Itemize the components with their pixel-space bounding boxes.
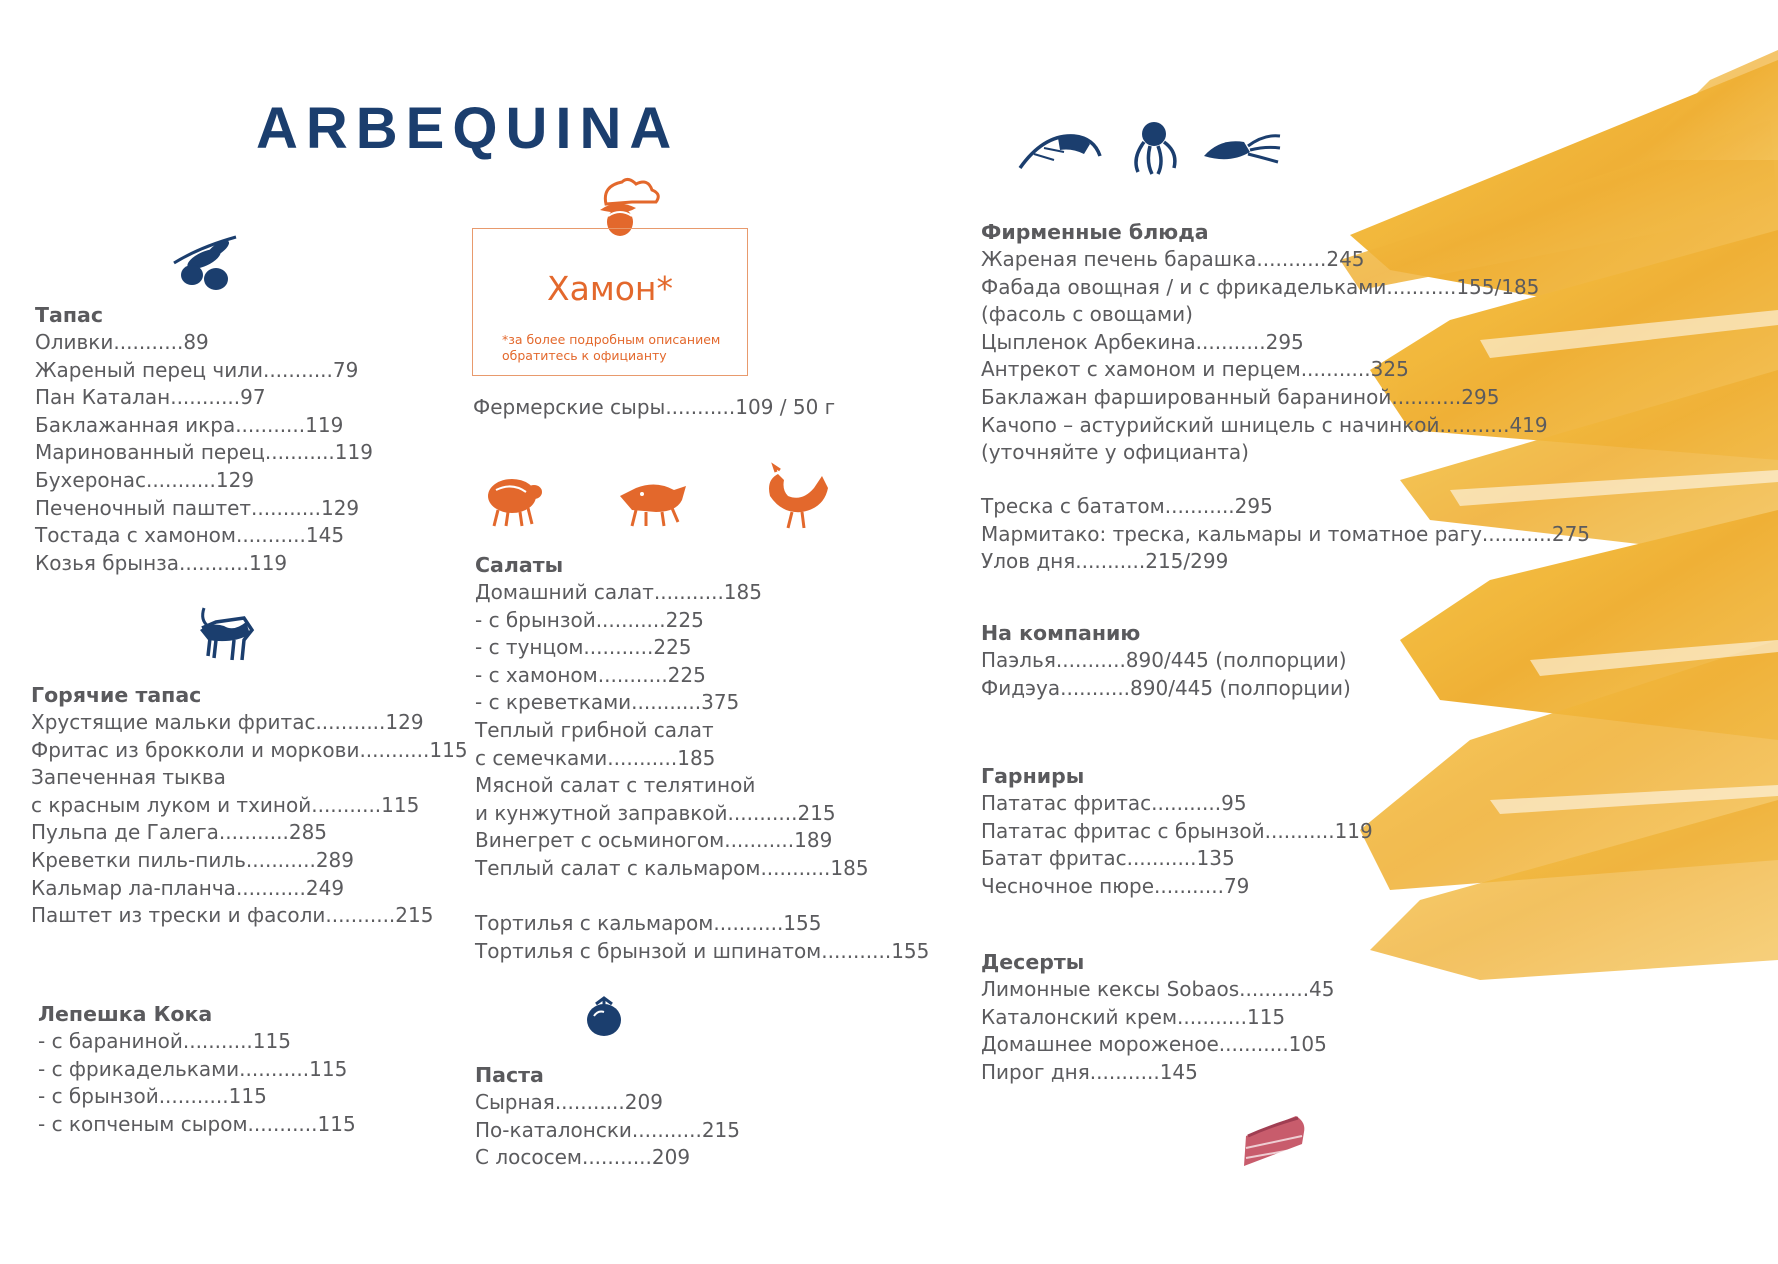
company-section	[981, 620, 1351, 702]
menu-item: - с хамоном...........225	[475, 662, 706, 687]
olive-branch-icon	[170, 233, 244, 297]
menu-item: Фидэуа...........890/445 (полпорции)	[981, 675, 1351, 700]
sides-section	[981, 763, 1373, 900]
menu-item: Качопо – астурийский шницель с начинкой...........419	[981, 412, 1548, 437]
menu-item: Баклажан фаршированный бараниной...........295	[981, 384, 1500, 409]
sheep-icon	[482, 470, 544, 528]
menu-item: Хрустящие мальки фритас...........129	[31, 710, 424, 734]
menu-item: По-каталонски...........215	[475, 1117, 741, 1142]
menu-item: Бухеронас...........129	[35, 467, 255, 492]
jamon-note-line: *за более подробным описанием	[502, 332, 721, 347]
menu-item: Фритас из брокколи и моркови...........115	[31, 737, 468, 762]
desserts-section	[981, 949, 1335, 1086]
menu-item: Домашнее мороженое...........105	[981, 1032, 1327, 1057]
menu-item: Чесночное пюре...........79	[981, 873, 1250, 898]
menu-item: Теплый грибной салат	[475, 717, 714, 742]
menu-item: - с брынзой...........225	[475, 607, 704, 632]
menu-item: Козья брынза...........119	[35, 550, 288, 575]
pasta-section	[475, 1062, 740, 1172]
menu-item: Пататас фритас...........95	[981, 791, 1247, 815]
menu-item: (уточняйте у официанта)	[981, 440, 1249, 465]
menu-item: Запеченная тыква	[31, 765, 226, 790]
farm-cheese-item: Фермерские сыры...........109 / 50 г	[473, 395, 836, 419]
menu-item: Тортилья с брынзой и шпинатом...........155	[475, 938, 930, 963]
menu-item: Треска с бататом...........295	[981, 494, 1273, 518]
menu-item: и кунжутной заправкой...........215	[475, 800, 836, 825]
shrimp-icon	[1014, 124, 1106, 174]
pig-icon	[616, 472, 688, 528]
menu-item: - с бараниной...........115	[38, 1029, 291, 1053]
menu-item: - с фрикадельками...........115	[38, 1056, 348, 1081]
menu-item: Тостада с хамоном...........145	[35, 523, 345, 548]
menu-item: Жареный перец чили...........79	[35, 357, 359, 382]
menu-item: Мясной салат с телятиной	[475, 773, 756, 798]
section-title: Фирменные блюда	[981, 220, 1209, 244]
signature-section-2	[981, 493, 1590, 576]
salads-section	[475, 552, 869, 883]
menu-item: - с тунцом...........225	[475, 635, 692, 660]
cake-slice-icon	[1240, 1108, 1310, 1170]
menu-item: Каталонский крем...........115	[981, 1004, 1286, 1029]
section-title: Горячие тапас	[31, 683, 202, 707]
menu-item: Антрекот с хамоном и перцем...........325	[981, 357, 1409, 382]
menu-item: - с копченым сыром...........115	[38, 1111, 356, 1136]
menu-item: (фасоль с овощами)	[981, 302, 1193, 327]
menu-item: - с брынзой...........115	[38, 1084, 267, 1109]
menu-item: Цыпленок Арбекина...........295	[981, 329, 1304, 354]
menu-item: Пульпа де Галега...........285	[31, 820, 328, 845]
signature-section	[981, 219, 1548, 467]
rooster-icon	[762, 466, 832, 530]
octopus-icon	[1124, 118, 1182, 178]
tapas-section	[35, 302, 373, 577]
jamon-note-line: обратитесь к официанту	[502, 348, 667, 363]
section-title: На компанию	[981, 621, 1141, 645]
menu-item: С лососем...........209	[475, 1145, 691, 1170]
brand-logo: ARBEQUINA	[256, 96, 680, 161]
menu-item: - с креветками...........375	[475, 690, 740, 715]
menu-item: Маринованный перец...........119	[35, 440, 373, 465]
jamon-note	[502, 332, 720, 364]
menu-item: с красным луком и тхиной...........115	[31, 792, 420, 817]
menu-item: Сырная...........209	[475, 1090, 663, 1114]
jamon-box	[472, 228, 748, 376]
menu-item: Баклажанная икра...........119	[35, 412, 344, 437]
section-title: Салаты	[475, 553, 564, 577]
menu-item: Теплый салат с кальмаром...........185	[475, 855, 869, 880]
menu-item: Лимонные кексы Sobaos...........45	[981, 977, 1335, 1001]
menu-item: Домашний салат...........185	[475, 580, 762, 604]
menu-item: с семечками...........185	[475, 745, 716, 770]
section-title: Десерты	[981, 950, 1085, 974]
squid-icon	[1200, 126, 1282, 170]
menu-item: Пататас фритас с брынзой...........119	[981, 818, 1373, 843]
menu-item: Батат фритас...........135	[981, 846, 1235, 871]
menu-item: Паэлья...........890/445 (полпорции)	[981, 648, 1347, 672]
menu-item: Винегрет с осьминогом...........189	[475, 828, 833, 853]
menu-item: Фабада овощная / и с фрикадельками...........155/185	[981, 274, 1540, 299]
section-title: Паста	[475, 1063, 544, 1087]
hot-tapas-section	[31, 682, 468, 930]
menu-item: Кальмар ла-планча...........249	[31, 875, 345, 900]
goat-icon	[194, 600, 256, 664]
menu-item: Печеночный паштет...........129	[35, 495, 360, 520]
menu-item: Мармитако: треска, кальмары и томатное рагу...........275	[981, 521, 1591, 546]
section-title: Лепешка Кока	[38, 1002, 213, 1026]
jamon-title: Хамон*	[547, 269, 673, 308]
tortilla-section	[475, 910, 929, 965]
menu-item: Тортилья с кальмаром...........155	[475, 911, 822, 935]
tomato-icon	[584, 994, 624, 1038]
menu-item: Креветки пиль-пиль...........289	[31, 847, 354, 872]
menu-item: Паштет из трески и фасоли...........215	[31, 903, 434, 928]
menu-item: Оливки...........89	[35, 330, 209, 354]
section-title: Тапас	[35, 303, 103, 327]
menu-item: Улов дня...........215/299	[981, 549, 1229, 574]
menu-item: Пирог дня...........145	[981, 1059, 1198, 1084]
menu-item: Пан Каталан...........97	[35, 385, 266, 410]
coca-section	[38, 1001, 356, 1138]
menu-item: Жареная печень барашка...........245	[981, 247, 1365, 271]
section-title: Гарниры	[981, 764, 1085, 788]
